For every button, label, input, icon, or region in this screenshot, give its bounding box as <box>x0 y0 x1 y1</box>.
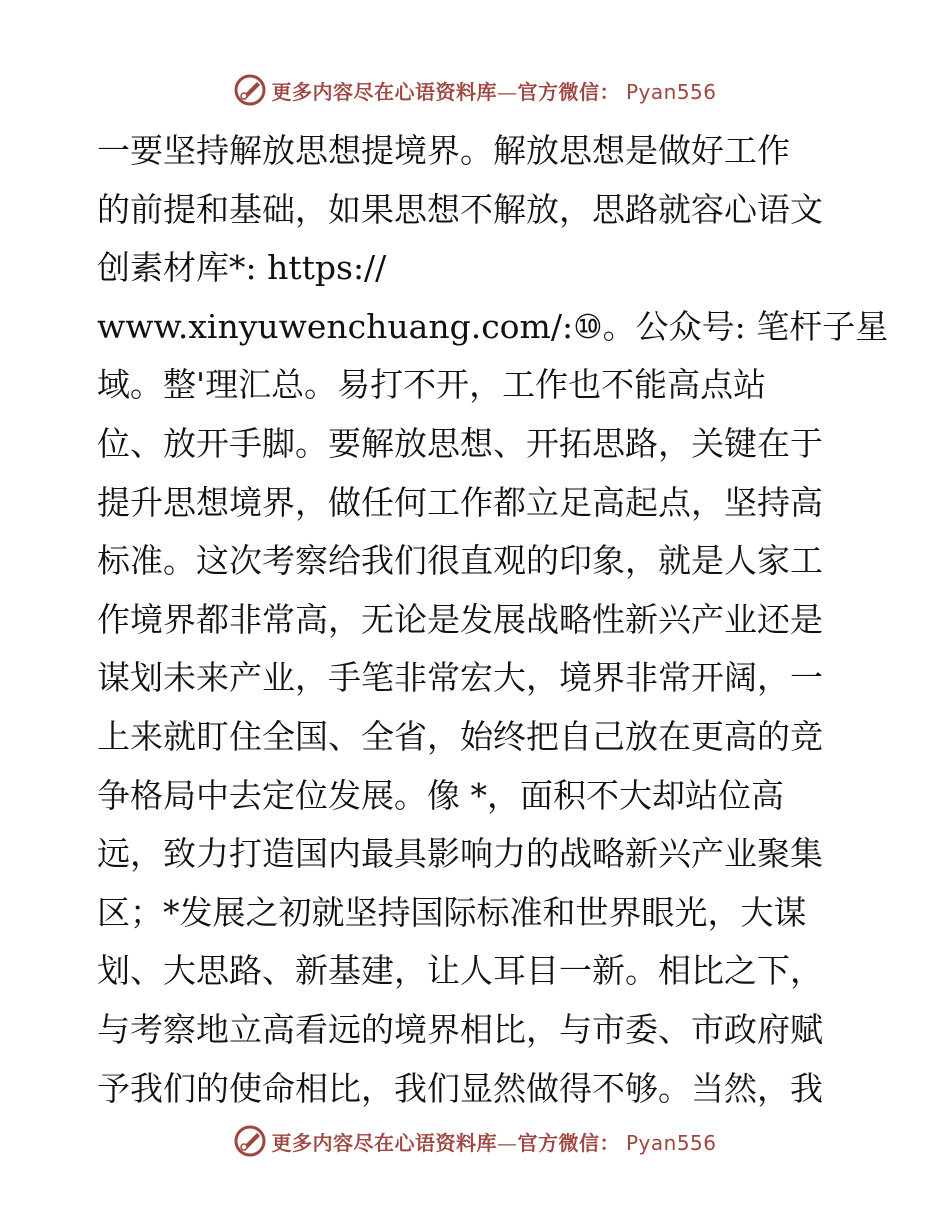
article-body <box>97 122 889 1118</box>
text-line: 争格局中去定位发展。像 *，面积不大却站位高 <box>97 775 784 815</box>
text-line: 上来就盯住全国、全省，始终把自己放在更高的竞 <box>97 716 823 756</box>
footer-banner-separator: — <box>496 1130 518 1155</box>
footer-banner-text <box>271 1127 716 1156</box>
text-line: 作境界都非常高，无论是发展战略性新兴产业还是 <box>97 599 823 639</box>
footer-banner-title: 更多内容尽在心语资料库 <box>271 1130 497 1155</box>
text-line: 远，致力打造国内最具影响力的战略新兴产业聚集 <box>97 834 823 874</box>
header-banner-text <box>271 76 716 105</box>
footer-banner-brand: Pyan556 <box>625 1130 717 1155</box>
header-banner-brand: Pyan556 <box>625 79 717 104</box>
footer-banner <box>0 1121 950 1161</box>
text-line: 区；*发展之初就坚持国际标准和世界眼光，大谋 <box>97 892 807 932</box>
text-line: www.xinyuwenchuang.com/:⑩。公众号: 笔杆子星 <box>97 306 889 346</box>
text-line: 标准。这次考察给我们很直观的印象，就是人家工 <box>97 541 823 581</box>
text-line: 与考察地立高看远的境界相比，与市委、市政府赋 <box>97 1009 823 1049</box>
header-banner-contact: 官方微信： <box>517 79 620 104</box>
text-line: 的前提和基础，如果思想不解放，思路就容心语文 <box>97 189 823 229</box>
text-line: 域。整'理汇总。易打不开，工作也不能高点站 <box>97 365 767 405</box>
pen-seal-logo-icon <box>233 1124 267 1158</box>
footer-banner-contact: 官方微信： <box>517 1130 620 1155</box>
header-banner-separator: — <box>496 79 518 104</box>
header-banner-title: 更多内容尽在心语资料库 <box>271 79 497 104</box>
pen-seal-logo-icon <box>233 73 267 107</box>
text-line: 位、放开手脚。要解放思想、开拓思路，关键在于 <box>97 423 823 463</box>
text-line: 一要坚持解放思想提境界。解放思想是做好工作 <box>97 131 790 170</box>
text-line: 予我们的使命相比，我们显然做得不够。当然，我 <box>97 1068 823 1108</box>
text-line: 创素材库*: https:// <box>97 248 387 288</box>
text-line: 提升思想境界，做任何工作都立足高起点，坚持高 <box>97 482 823 522</box>
text-line: 谋划未来产业，手笔非常宏大，境界非常开阔，一 <box>97 658 823 698</box>
header-banner <box>0 70 950 110</box>
text-line: 划、大思路、新基建，让人耳目一新。相比之下， <box>97 951 823 991</box>
